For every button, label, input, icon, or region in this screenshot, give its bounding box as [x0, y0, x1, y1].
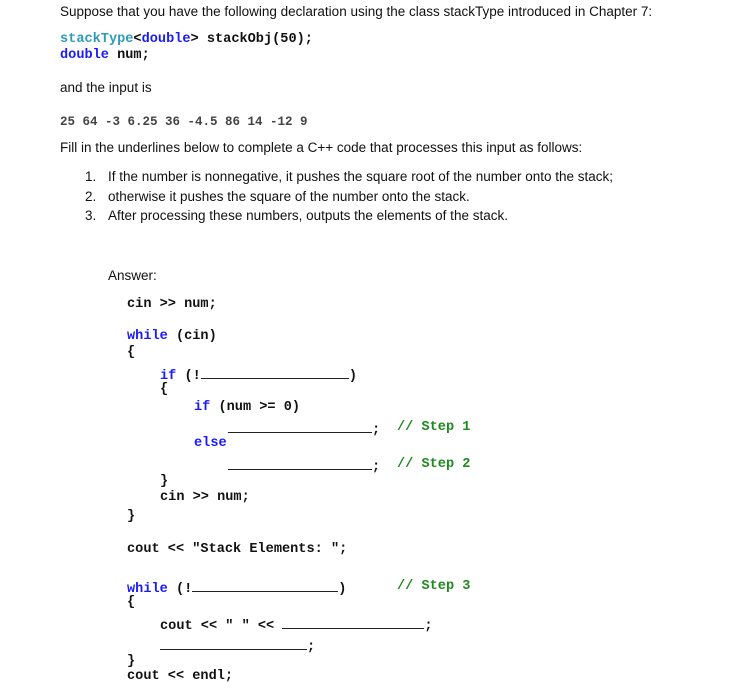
code-cout-endl: cout << endl; [127, 669, 234, 684]
keyword-double: double [141, 32, 191, 47]
blank-top[interactable] [282, 616, 424, 629]
paren-close: ) [348, 369, 357, 384]
input-label: and the input is [60, 80, 152, 95]
step-number: 2. [85, 189, 97, 204]
keyword-if: if [160, 369, 177, 384]
declaration-rest: > stackObj(50); [190, 32, 313, 47]
brace-open: { [160, 382, 169, 397]
keyword-if: if [194, 400, 211, 415]
code-cout-top [160, 616, 433, 635]
while-condition: (cin) [167, 329, 217, 344]
code-step1 [228, 420, 380, 439]
code-if [160, 366, 357, 385]
declaration-rest: num; [108, 48, 150, 63]
brace-close: } [127, 654, 136, 669]
code-while [127, 329, 217, 345]
keyword-else: else [194, 436, 227, 451]
brace-close: } [127, 509, 136, 524]
instruction-text: Fill in the underlines below to complete a C++ code that processes this input as follows: [60, 140, 583, 155]
semicolon: ; [307, 640, 316, 655]
angle-open: < [133, 32, 142, 47]
blank-step2[interactable] [228, 457, 372, 470]
code-cout-header: cout << "Stack Elements: "; [127, 542, 348, 557]
comment-step1: // Step 1 [397, 420, 471, 435]
input-values: 25 64 -3 6.25 36 -4.5 86 14 -12 9 [60, 115, 308, 129]
type-name: stackType [60, 32, 134, 47]
code-if-nonneg [194, 400, 300, 416]
keyword-double: double [60, 48, 109, 63]
answer-label: Answer: [108, 268, 157, 283]
if-open: (! [176, 369, 201, 384]
if-condition: (num >= 0) [210, 400, 301, 415]
keyword-while: while [127, 329, 168, 344]
step-text: otherwise it pushes the square of the number onto the stack. [108, 189, 470, 204]
comment-step2: // Step 2 [397, 457, 471, 472]
code-while-empty [127, 579, 346, 598]
step-number: 1. [85, 169, 97, 184]
comment-step3: // Step 3 [397, 579, 471, 594]
code-cin: cin >> num; [127, 297, 217, 312]
blank-step1[interactable] [228, 420, 372, 433]
step-text: If the number is nonnegative, it pushes the square root of the number onto the stack; [108, 169, 614, 184]
brace-open: { [127, 345, 136, 360]
declaration-line-2 [60, 48, 150, 64]
declaration-line-1 [60, 32, 313, 48]
semicolon: ; [372, 460, 381, 475]
brace-close: } [160, 474, 169, 489]
code-cin: cin >> num; [160, 490, 250, 505]
paren-close: ) [338, 582, 347, 597]
blank-pop[interactable] [160, 637, 307, 650]
while-open: (! [167, 582, 193, 597]
semicolon: ; [372, 423, 381, 438]
step-text: After processing these numbers, outputs the elements of the stack. [108, 208, 508, 223]
cout-prefix: cout << " " << [160, 619, 283, 634]
blank-while-condition[interactable] [192, 579, 338, 592]
brace-open: { [127, 595, 136, 610]
step-number: 3. [85, 208, 97, 223]
code-pop [160, 637, 315, 656]
keyword-while: while [127, 582, 168, 597]
blank-if-condition[interactable] [201, 366, 349, 379]
code-step2 [228, 457, 380, 476]
semicolon: ; [424, 619, 433, 634]
intro-text: Suppose that you have the following declaration using the class stackType introduced in Chapter 7: [60, 4, 653, 19]
